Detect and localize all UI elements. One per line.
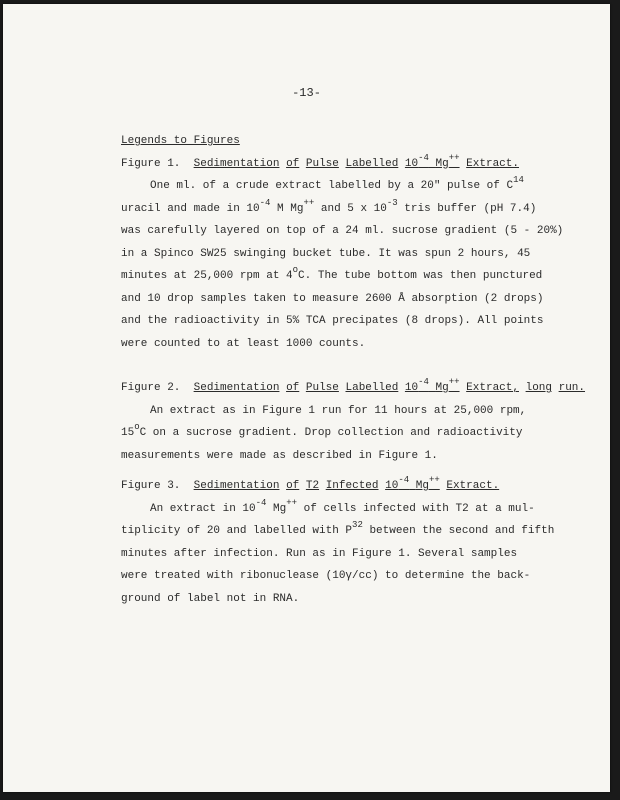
legends-section [121, 130, 586, 610]
section-heading: Legends to Figures [121, 135, 240, 147]
figure-3-title: Figure 3. Sedimentation of T2 Infected $10^{-4}$ Mg++ Extract. [121, 475, 500, 492]
figure-1-legend: One ml. of a crude extract labelled by a 20" pulse of $C^{14}$ uracil and made in $10^{-4}$ M Mg++ and 5 x $10^{-3}$ tris buffer (pH 7.4) was carefully layered on top of a 24 ml. sucrose gradient (5 - 20%) in a Spinco SW25 swinging bucket tube. It was spun 2 hours, 45 minutes at 25,000 rpm at 4$^o$C. The tube bottom was then punctured and 10 drop samples taken to measure 2600 Å absorption (2 drops) and the radioactivity in 5% TCA precipates (8 drops). All points were counted to at least 1000 counts. [121, 175, 564, 350]
figure-2-title: Figure 2. Sedimentation of Pulse Labelled $10^{-4}$ Mg++ Extract, long run. [121, 377, 586, 394]
figure-1-title: Figure 1. Sedimentation of Pulse Labelled $10^{-4}$ Mg++ Extract. [121, 152, 519, 170]
figure-3-legend: An extract in $10^{-4}$ Mg++ of cells infected with T2 at a mul- tiplicity of 20 and labelled with $P^{32}$ between the second and fifth minutes after infection. Run as in Figure 1. Several samples were treated with ribonuclease (10γ/cc) to determine the back- ground of label not in RNA. [121, 497, 555, 605]
document-page [3, 4, 610, 792]
figure-2-legend: An extract as in Figure 1 run for 11 hours at 25,000 rpm, 15$^o$C on a sucrose gradient. Drop collection and radioactivity measurements were made as described in Figure 1. [121, 404, 527, 462]
page-number: -13- [292, 86, 321, 100]
